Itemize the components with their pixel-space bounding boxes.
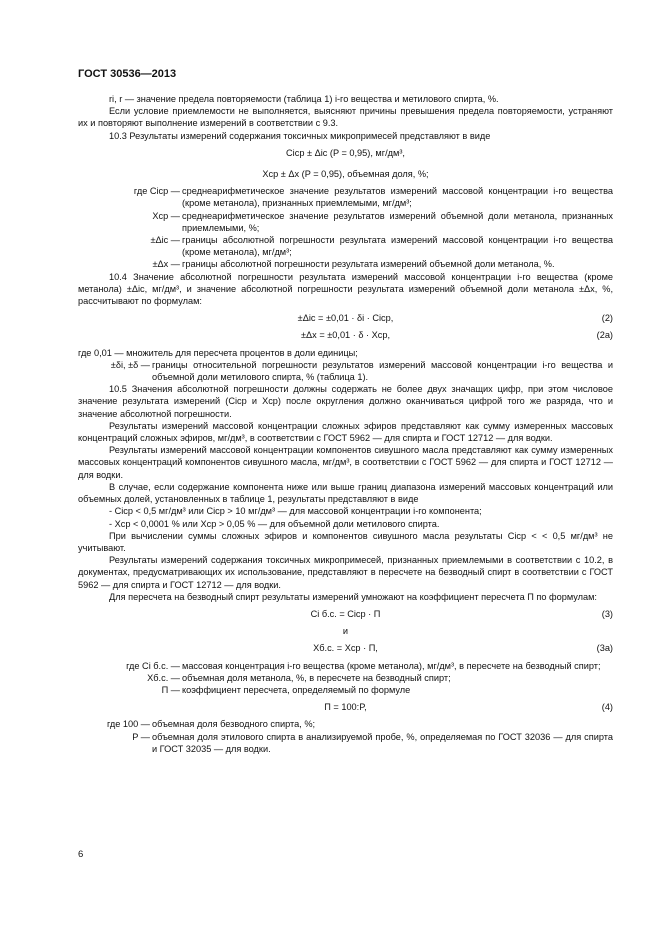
- definition-term: П —: [161, 684, 180, 695]
- paragraph: Результаты измерений массовой концентрации сложных эфиров представляют как сумму измеренных массовых концентраций сложных эфиров, мг/дм³, в соответствии с ГОСТ 5962 — для спирта и ГОСТ 12712 — для водки.: [78, 420, 613, 444]
- definition-text: среднеарифметическое значение результатов измерений массовой концентрации i-го вещества (кроме метанола), признанных приемлемыми, мг/дм³;: [182, 186, 613, 209]
- definition-item: [78, 684, 613, 696]
- definition-text: массовая концентрация i-го вещества (кроме метанола), мг/дм³, в пересчете на безводный спирт;: [182, 660, 601, 671]
- definition-text: границы относительной погрешности результатов измерений массовой концентрации i-го вещества и объемной доли метилового спирта, % (таблица 1).: [152, 359, 613, 383]
- definition-item: [78, 210, 613, 234]
- paragraph: Для пересчета на безводный спирт результаты измерений умножают на коэффициент пересчета П по формулам:: [109, 591, 597, 602]
- paragraph: Результаты измерений содержания токсичных микропримесей, признанных приемлемыми в соответствии с 10.2, в документах, предусматривающих их использование, представляют в пересчете на безводный спирт в соответствии с ГОСТ 5962 — для спирта и ГОСТ 12712 — для водки.: [78, 555, 613, 590]
- definition-term: где 100 —: [106, 719, 150, 730]
- formula-row: [78, 329, 613, 341]
- definition-text: объемная доля безводного спирта, %;: [152, 719, 316, 730]
- formula-result-mass: Cicp ± Δic (P = 0,95), мг/дм³,: [286, 147, 405, 158]
- definition-item: [78, 672, 613, 684]
- paragraph: Если условие приемлемости не выполняется, выясняют причины превышения предела повторяемости, устраняют их и повторяют выполнение измерений в соответствии с 9.3.: [78, 106, 613, 129]
- page-header: ГОСТ 30536—2013: [78, 68, 177, 80]
- definition-item: [78, 185, 613, 209]
- definition-item: [78, 718, 613, 730]
- document-body: [78, 93, 613, 755]
- definition-item: [78, 359, 613, 383]
- equation-number: (3а): [596, 643, 613, 654]
- section-10-4: 10.4 Значение абсолютной погрешности результата измерений массовой концентрации i-го вещества (кроме метанола) ±Δic, мг/дм³, и значение абсолютной погрешности результата измерений объемной доли метанола ±Δx, %, рассчитывают по формулам:: [78, 271, 613, 307]
- definition-term: где Ci б.с. —: [126, 660, 180, 671]
- formula-row: [78, 701, 613, 713]
- definition-term: ±Δic —: [150, 235, 180, 246]
- paragraph: ri, r — значение предела повторяемости (таблица 1) i-го вещества и метилового спирта, %.: [109, 94, 499, 104]
- definition-text: объемная доля метанола, %, в пересчете на безводный спирт;: [182, 672, 451, 683]
- definition-term: ±Δx —: [152, 259, 180, 270]
- definition-term: P —: [132, 731, 150, 742]
- paragraph: Результаты измерений массовой концентрации компонентов сивушного масла представляют как сумму измеренных массовых концентраций компонентов сивушного масла, мг/дм³, в соответствии с ГОСТ 5962 — для спирта и ГОСТ 12712 — для водки.: [78, 445, 613, 480]
- definition-item: [78, 731, 613, 755]
- formula-3: Ci б.с. = Cicp · П: [310, 608, 381, 619]
- formula-row: [78, 642, 613, 654]
- definition-item: [78, 234, 613, 258]
- formula-conjunction: и: [342, 626, 349, 637]
- definition-text: среднеарифметическое значение результатов измерений объемной доли метанола, признанных приемлемыми, %;: [182, 210, 613, 233]
- definition-text: границы абсолютной погрешности результата измерений массовой концентрации i-го вещества (кроме метанола), мг/дм³;: [182, 235, 613, 258]
- paragraph: При вычислении суммы сложных эфиров и компонентов сивушного масла результаты Cicp < < 0,5 мг/дм³ не учитывают.: [78, 530, 613, 553]
- list-item: - Xср < 0,0001 % или Xср > 0,05 % — для объемной доли метилового спирта.: [109, 518, 440, 529]
- paragraph: В случае, если содержание компонента ниже или выше границ диапазона измерений массовых концентраций или объемных долей, установленных в таблице 1, результаты представляют в виде: [78, 481, 613, 505]
- formula-row: [78, 312, 613, 324]
- section-10-3: 10.3 Результаты измерений содержания токсичных микропримесей представляют в виде: [109, 130, 491, 141]
- definition-text: коэффициент пересчета, определяемый по формуле: [182, 684, 411, 695]
- paragraph: где 0,01 — множитель для пересчета процентов в доли единицы;: [78, 347, 358, 358]
- list-item: - Cicp < 0,5 мг/дм³ или Cicp > 10 мг/дм³ — для массовой концентрации i-го компонента;: [109, 506, 482, 517]
- page-number: 6: [78, 849, 84, 860]
- definition-text: границы абсолютной погрешности результата измерений объемной доли метанола, %.: [182, 259, 555, 270]
- formula-row: [78, 608, 613, 620]
- definition-term: ±δi, ±δ —: [110, 359, 150, 370]
- definition-item: [78, 660, 613, 672]
- formula-4: П = 100:P,: [324, 702, 367, 713]
- definition-term: Xб.с. —: [147, 672, 180, 683]
- formula-result-volume: Xср ± Δx (P = 0,95), объемная доля, %;: [262, 169, 429, 180]
- definition-item: [78, 258, 613, 270]
- formula-3a: Xб.с. = Xср · П,: [313, 643, 378, 654]
- definition-term: Xср —: [152, 210, 180, 221]
- equation-number: (2а): [596, 330, 613, 341]
- equation-number: (2): [601, 313, 613, 324]
- definition-text: объемная доля этилового спирта в анализируемой пробе, %, определяемая по ГОСТ 32036 — для спирта и ГОСТ 32035 — для водки.: [152, 731, 613, 754]
- formula-2a: ±Δx = ±0,01 · δ · Xср,: [301, 330, 390, 341]
- definition-term: где Cicp —: [133, 186, 180, 197]
- section-10-5: 10.5 Значения абсолютной погрешности должны содержать не более двух значащих цифр, при этом числовое значение результата измерений (Cicp и Xср) после округления должно оканчиваться цифрой того же разряда, что и значение абсолютной погрешности.: [78, 384, 613, 419]
- equation-number: (4): [601, 702, 613, 713]
- formula-2: ±Δic = ±0,01 · δi · Cicp,: [297, 313, 394, 324]
- equation-number: (3): [601, 608, 613, 619]
